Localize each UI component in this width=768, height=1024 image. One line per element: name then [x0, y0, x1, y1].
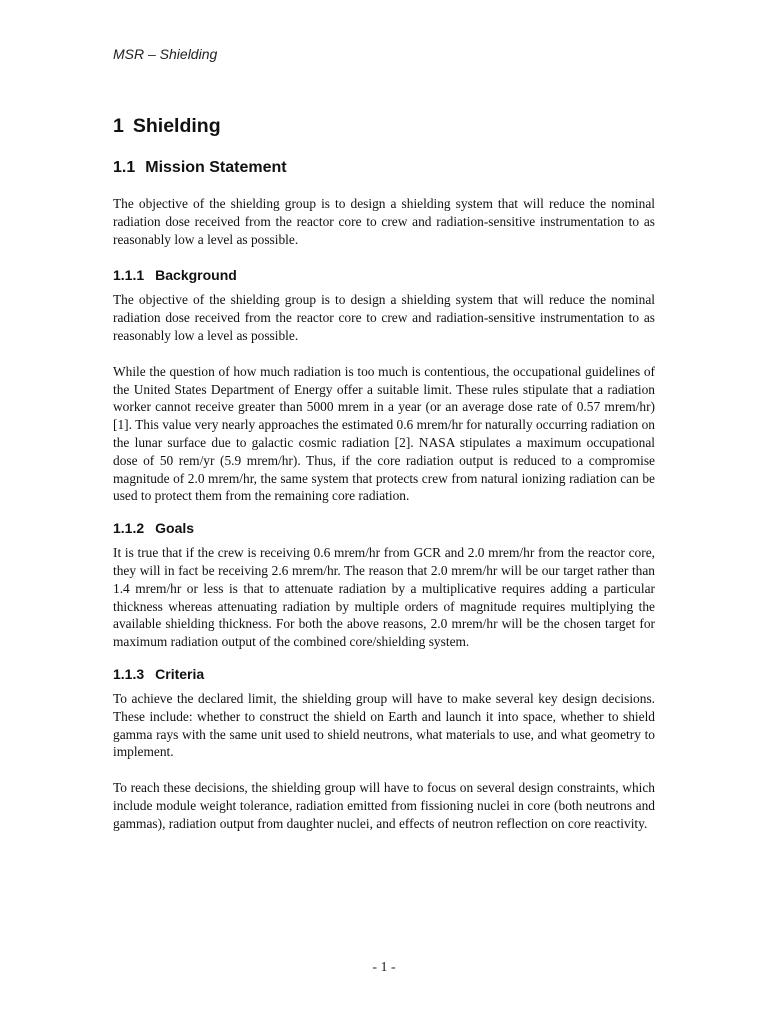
running-header: MSR – Shielding — [113, 46, 218, 62]
section-heading — [113, 158, 655, 178]
background-paragraph: The objective of the shielding group is to design a shielding system that will reduce the nominal radiation dose received from the reactor core to crew and radiation-sensitive instrumentation to as reasonably low a level as possible. — [113, 292, 655, 343]
section-title: Mission Statement — [145, 159, 287, 176]
page-number: - 1 - — [372, 960, 396, 975]
page-body — [113, 114, 655, 833]
subsection-heading-goals — [113, 519, 655, 537]
criteria-paragraph: To reach these decisions, the shielding group will have to focus on several design constraints, which include module weight tolerance, radiation emitted from fissioning nuclei in core (both neutrons and gammas), radiation output from daughter nuclei, and effects of neutron reflection on core reactivity. — [113, 780, 655, 831]
chapter-heading — [113, 114, 655, 138]
goals-paragraph: It is true that if the crew is receiving 0.6 mrem/hr from GCR and 2.0 mrem/hr from the reactor core, they will in fact be receiving 2.6 mrem/hr. The reason that 2.0 mrem/hr will be our target rather than 1.4 mrem/hr or less is that to attenuate radiation by a multiplicative requires adding a particular thickness whereas attenuating radiation by multiple orders of magnitude requires multiplying the available shielding thickness. For both the above reasons, 2.0 mrem/hr will be the chosen target for maximum radiation output of the combined core/shielding system. — [113, 545, 655, 650]
subsection-title: Criteria — [155, 665, 205, 682]
chapter-title: Shielding — [132, 115, 221, 137]
section-number: 1.1 — [113, 159, 136, 176]
criteria-paragraph: To achieve the declared limit, the shielding group will have to make several key design decisions. These include: whether to construct the shield on Earth and launch it into space, whether to shield gamma rays with the same unit used to shield neutrons, what materials to use, and what geometry to implement. — [113, 690, 655, 760]
subsection-number: 1.1.2 — [113, 520, 145, 537]
subsection-title: Goals — [155, 520, 195, 537]
mission-paragraph: The objective of the shielding group is to design a shielding system that will reduce the nominal radiation dose received from the reactor core to crew and radiation-sensitive instrumentation to as reasonably low a level as possible. — [113, 196, 655, 247]
subsection-heading-criteria — [113, 665, 655, 683]
subsection-heading-background — [113, 266, 655, 284]
subsection-number: 1.1.1 — [113, 267, 145, 284]
subsection-title: Background — [155, 267, 237, 284]
chapter-number: 1 — [113, 115, 124, 137]
background-paragraph: While the question of how much radiation is too much is contentious, the occupational guidelines of the United States Department of Energy offer a suitable limit. These rules stipulate that a radiation worker cannot receive greater than 5000 mrem in a year (or an average dose rate of 0.57 mrem/hr) [1]. This value very nearly approaches the estimated 0.6 mrem/hr for naturally occurring radiation on the lunar surface due to galactic cosmic radiation [2]. NASA stipulates a maximum occupational dose of 50 rem/yr (5.9 mrem/hr). Thus, if the core radiation output is reduced to a compromise magnitude of 2.0 mrem/hr, the same system that protects crew from natural ionizing radiation can be used to protect them from the remaining core radiation. — [113, 363, 655, 504]
subsection-number: 1.1.3 — [113, 665, 145, 682]
